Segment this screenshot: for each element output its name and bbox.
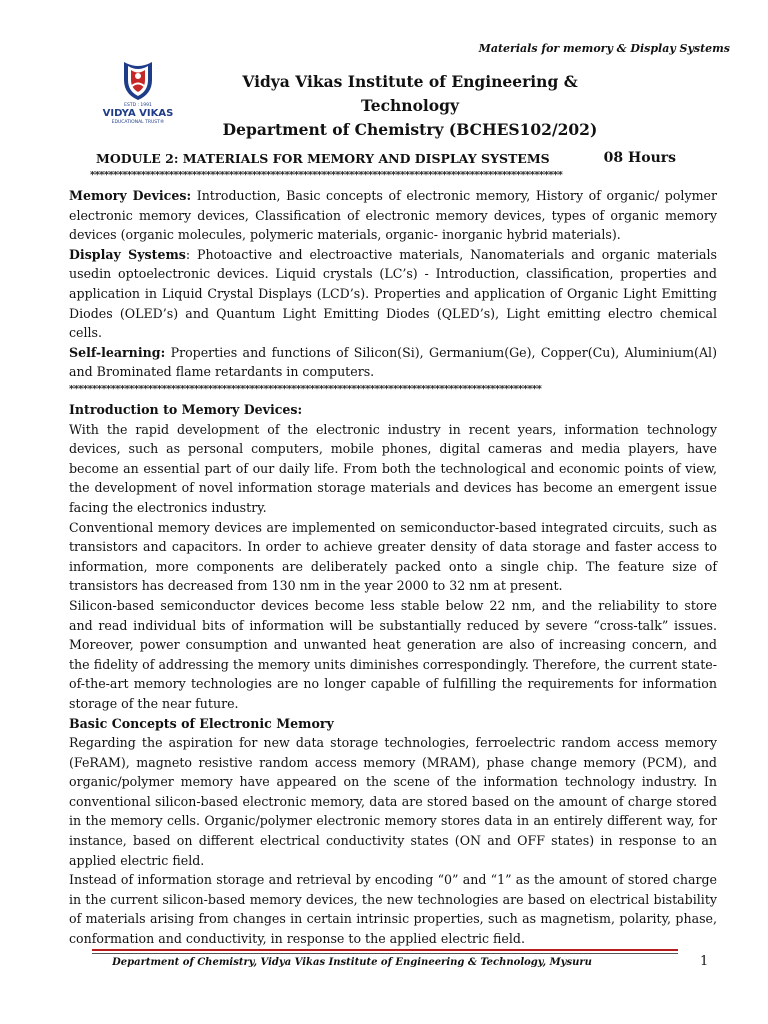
memory-text: Introduction, Basic concepts of electronic memory, History of organic/ polymer electronic memory devices, Classification of electronic memory devices, types of organic memory devices (organic molecules, polymeric materials, organic- inorganic hybrid materials). — [69, 188, 717, 243]
syllabus-memory — [69, 186, 717, 245]
running-head: Materials for memory & Display Systems — [478, 42, 730, 55]
institute-header — [200, 70, 620, 142]
institute-name: Vidya Vikas Institute of Engineering & Technology — [242, 72, 578, 115]
logo-name: VIDYA VIKAS — [102, 108, 174, 119]
intro-paragraph-1: With the rapid development of the electronic industry in recent years, information technology devices, such as personal computers, mobile phones, digital cameras and media players, have become an essential part of our daily life. From both the technological and economic points of view, the development of novel information storage materials and devices has become an emergent issue facing the electronics industry. — [69, 421, 717, 515]
separator-bottom: ****************************************************************************************************** — [69, 385, 542, 395]
module-title: MODULE 2: MATERIALS FOR MEMORY AND DISPLAY SYSTEMS — [96, 151, 550, 166]
separator-top: ****************************************************************************************************** — [90, 171, 563, 181]
module-hours: 08 Hours — [603, 150, 676, 166]
syllabus-display — [69, 245, 717, 343]
self-learning-text: Properties and functions of Silicon(Si), Germanium(Ge), Copper(Cu), Aluminium(Al) and Brominated flame retardants in computers. — [69, 344, 717, 380]
intro-heading: Introduction to Memory Devices: — [69, 402, 303, 417]
intro-paragraph-3: Silicon-based semiconductor devices become less stable below 22 nm, and the reliability to store and read individual bits of information will be substantially reduced by severe “cross-talk” issues. Moreover, power consumption and unwanted heat generation are also of increasing concern, and the fidelity of addressing the memory units diminishes correspondingly. Therefore, the current state-of-the-art memory technologies are no longer capable of fulfilling the requirements for information storage of the near future. — [69, 597, 717, 711]
footer-rule-red — [92, 949, 678, 951]
self-learning-label: Self-learning: — [69, 344, 166, 360]
footer-text: Department of Chemistry, Vidya Vikas Institute of Engineering & Technology, Mysuru — [112, 957, 592, 968]
page-number: 1 — [700, 954, 709, 969]
basic-heading: Basic Concepts of Electronic Memory — [69, 715, 334, 731]
logo-estd: ESTD : 1991 — [124, 103, 152, 108]
vidya-vikas-logo — [102, 56, 200, 128]
basic-paragraph-2: Instead of information storage and retrieval by encoding “0” and “1” as the amount of stored charge in the current silicon-based memory devices, the new technologies are based on electrical bistability of materials arising from changes in certain intrinsic properties, such as magnetism, polarity, phase, conformation and conductivity, in response to the applied electric field. — [69, 872, 717, 947]
syllabus-block — [69, 186, 717, 382]
department-name: Department of Chemistry (BCHES102/202) — [222, 120, 598, 139]
footer-rule-gray — [92, 953, 678, 954]
memory-label: Memory Devices: — [69, 188, 192, 203]
display-text: : Photoactive and electroactive materials, Nanomaterials and organic materials usedin optoelectronic devices. Liquid crystals (LC’s) - Introduction, classification, properties and application in Liquid Crystal Displays (LCD’s). Properties and application of Organic Light Emitting Diodes (OLED’s) and Quantum Light Emitting Diodes (QLED’s), Light emitting electro chemical cells. — [69, 246, 717, 341]
intro-paragraph-2: Conventional memory devices are implemented on semiconductor-based integrated circuits, such as transistors and capacitors. In order to achieve greater density of data storage and faster access to information, more components are deliberately packed onto a single chip. The feature size of transistors has decreased from 130 nm in the year 2000 to 32 nm at present. — [69, 519, 717, 594]
main-content — [69, 400, 717, 949]
display-label: Display Systems — [69, 246, 186, 262]
logo-trust: EDUCATIONAL TRUST® — [111, 120, 165, 125]
module-heading — [96, 151, 686, 166]
basic-paragraph-1: Regarding the aspiration for new data storage technologies, ferroelectric random access memory (FeRAM), magneto resistive random access memory (MRAM), phase change memory (PCM), and organic/polymer memory have appeared on the scene of the information technology industry. In conventional silicon-based electronic memory, data are stored based on the amount of charge stored in the memory cells. Organic/polymer electronic memory stores data in an entirely different way, for instance, based on different electrical conductivity states (ON and OFF states) in response to an applied electric field. — [69, 735, 717, 868]
syllabus-self-learning — [69, 343, 717, 382]
